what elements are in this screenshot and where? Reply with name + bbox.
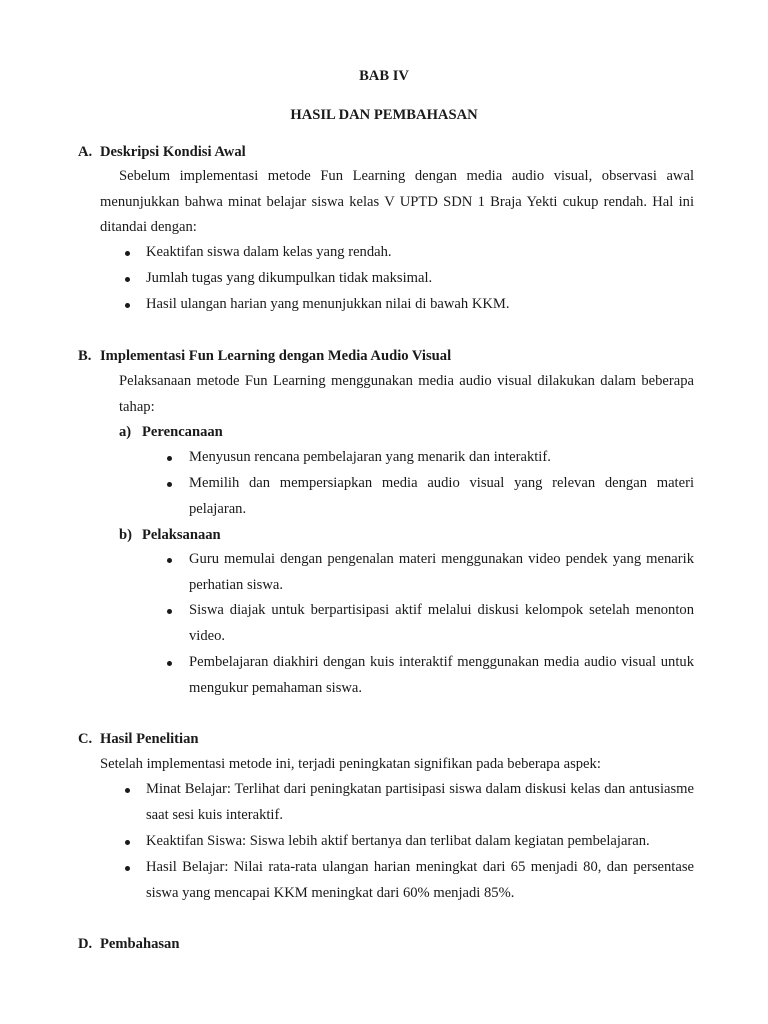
section-b-letter: B. bbox=[78, 348, 92, 364]
bullet-dot bbox=[125, 840, 130, 845]
bullet-dot bbox=[125, 788, 130, 793]
section-b-paragraph: Pelaksanaan metode Fun Learning menggunakan media audio visual dilakukan dalam beberapa tahap: bbox=[119, 373, 694, 415]
subsection-b-letter: b) bbox=[119, 527, 132, 543]
subsection-a-heading bbox=[119, 424, 223, 441]
bullet-dot bbox=[167, 482, 172, 487]
bullet-dot bbox=[167, 558, 172, 563]
section-a-bullet-2: Jumlah tugas yang dikumpulkan tidak maksimal. bbox=[146, 270, 433, 286]
subsection-a-bullet-2: Memilih dan mempersiapkan media audio visual yang relevan dengan materi pelajaran. bbox=[189, 475, 694, 517]
section-a-bullet-1: Keaktifan siswa dalam kelas yang rendah. bbox=[146, 244, 392, 260]
subsection-b-bullet-3: Pembelajaran diakhiri dengan kuis interaktif menggunakan media audio visual untuk mengukur pemahaman siswa. bbox=[189, 654, 694, 696]
section-a-paragraph: Sebelum implementasi metode Fun Learning dengan media audio visual, observasi awal menunjukkan bahwa minat belajar siswa kelas V UPTD SDN 1 Braja Yekti cukup rendah. Hal ini ditandai dengan: bbox=[100, 168, 694, 235]
section-c-paragraph: Setelah implementasi metode ini, terjadi peningkatan signifikan pada beberapa aspek: bbox=[100, 756, 601, 772]
subsection-a-letter: a) bbox=[119, 424, 132, 440]
section-a-bullet-3: Hasil ulangan harian yang menunjukkan nilai di bawah KKM. bbox=[146, 296, 510, 312]
bullet-dot bbox=[125, 277, 130, 282]
subsection-a-title: Perencanaan bbox=[142, 424, 223, 440]
bullet-dot bbox=[167, 609, 172, 614]
bullet-dot bbox=[167, 456, 172, 461]
section-c-letter: C. bbox=[78, 731, 93, 747]
section-d-letter: D. bbox=[78, 936, 93, 952]
chapter-title: HASIL DAN PEMBAHASAN bbox=[290, 107, 478, 123]
section-a-title: Deskripsi Kondisi Awal bbox=[100, 144, 246, 160]
section-c-bullet-3: Hasil Belajar: Nilai rata-rata ulangan harian meningkat dari 65 menjadi 80, dan persentase siswa yang mencapai KKM meningkat dari 60% menjadi 85%. bbox=[146, 859, 694, 901]
subsection-b-bullet-2: Siswa diajak untuk berpartisipasi aktif melalui diskusi kelompok setelah menonton video. bbox=[189, 602, 694, 644]
subsection-b-bullet-1: Guru memulai dengan pengenalan materi menggunakan video pendek yang menarik perhatian siswa. bbox=[189, 551, 694, 593]
section-c-title: Hasil Penelitian bbox=[100, 731, 199, 747]
section-b-heading bbox=[78, 348, 451, 365]
section-a-heading bbox=[78, 144, 246, 161]
subsection-a-bullet-1: Menyusun rencana pembelajaran yang menarik dan interaktif. bbox=[189, 449, 551, 465]
section-a-letter: A. bbox=[78, 144, 93, 160]
section-c-bullet-2: Keaktifan Siswa: Siswa lebih aktif bertanya dan terlibat dalam kegiatan pembelajaran. bbox=[146, 833, 650, 849]
section-c-bullet-1: Minat Belajar: Terlihat dari peningkatan partisipasi siswa dalam diskusi kelas dan antusiasme saat sesi kuis interaktif. bbox=[146, 781, 694, 823]
section-c-heading bbox=[78, 731, 199, 748]
subsection-b-title: Pelaksanaan bbox=[142, 527, 221, 543]
section-b-title: Implementasi Fun Learning dengan Media Audio Visual bbox=[100, 348, 452, 364]
section-d-heading bbox=[78, 936, 179, 953]
bullet-dot bbox=[125, 303, 130, 308]
bullet-dot bbox=[167, 661, 172, 666]
bullet-dot bbox=[125, 251, 130, 256]
bullet-dot bbox=[125, 866, 130, 871]
section-d-title: Pembahasan bbox=[100, 936, 180, 952]
subsection-b-heading bbox=[119, 527, 221, 544]
chapter-label: BAB IV bbox=[359, 68, 409, 84]
